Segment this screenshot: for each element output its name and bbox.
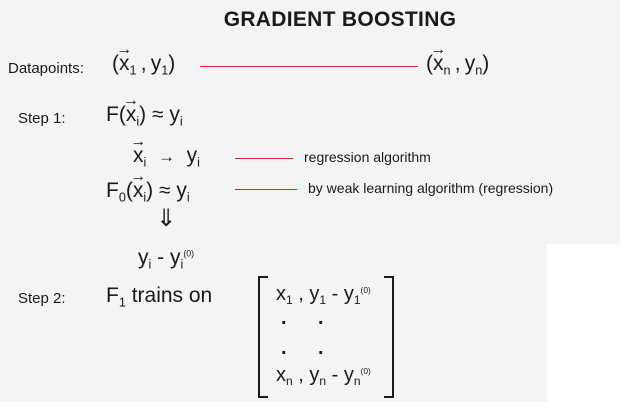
corner-white-patch	[547, 244, 620, 402]
datapoints-label: Datapoints:	[8, 60, 84, 77]
matrix-row-first: $x_1$ , $y_1 - y_1^{(0)}$	[276, 283, 371, 308]
matrix-right-bracket	[384, 276, 394, 398]
matrix-left-bracket	[258, 276, 268, 398]
down-double-arrow-icon: ⇓	[156, 205, 177, 232]
matrix-row-last: $x_n$ , $y_n - y_n^{(0)}$	[276, 364, 371, 389]
approx-symbol: ≈	[158, 179, 171, 202]
step1-approx-row: $F(\to x_i) \approx y_i$	[106, 103, 183, 127]
matrix-ellipsis-dot: .	[318, 337, 324, 359]
regression-connector-line	[235, 158, 293, 159]
matrix-ellipsis-dot: .	[318, 307, 324, 329]
slide-title: GRADIENT BOOSTING	[223, 8, 457, 31]
matrix-ellipsis-dot: .	[281, 307, 287, 329]
x-vector: → x	[433, 52, 444, 76]
step1-mapping-row: → $x_i \to y_i$	[133, 144, 200, 168]
x-vector: → x	[119, 52, 130, 76]
datapoints-connector-line	[200, 66, 418, 67]
matrix-ellipsis-dot: .	[281, 337, 287, 359]
approx-symbol: ≈	[151, 103, 164, 126]
step2-label: Step 2:	[18, 290, 66, 307]
step1-initial-model-row: $F_0(\to x_i) \approx y_i$	[106, 179, 190, 203]
step1-label: Step 1:	[18, 110, 66, 127]
weak-learner-connector-line	[235, 189, 297, 190]
first-datapoint: (→ $x_1$ , $y_1$)	[112, 52, 175, 76]
weak-learner-note: by weak learning algorithm (regression)	[308, 180, 554, 196]
residual-expression: $y_i - y_i^{(0)}$	[138, 246, 195, 272]
last-datapoint: (→ $x_n$ , $y_n$)	[426, 52, 489, 76]
right-arrow-icon: →	[157, 147, 175, 166]
regression-note: regression algorithm	[304, 149, 431, 165]
step2-statement: $F_1$ trains on	[106, 284, 213, 310]
